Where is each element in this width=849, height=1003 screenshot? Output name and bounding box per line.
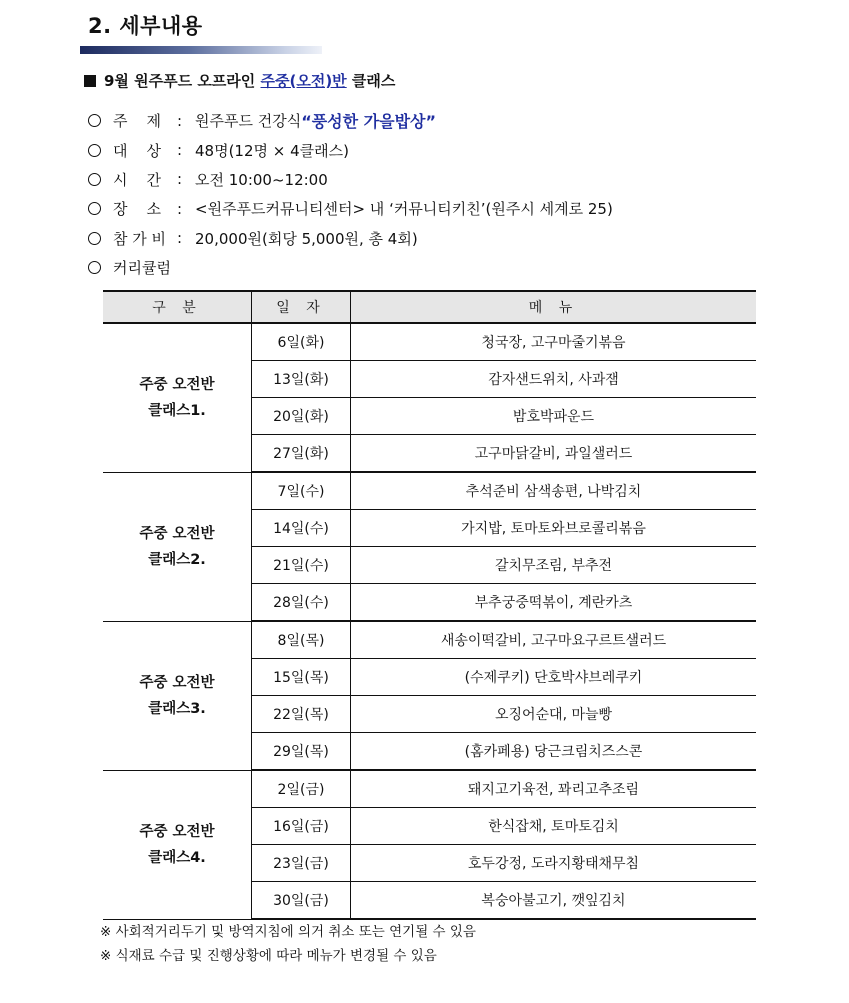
class-name-cell xyxy=(103,621,252,770)
menu-cell: 호두강정, 도라지황태채무침 xyxy=(351,845,757,882)
menu-cell: (수제쿠키) 단호박샤브레쿠키 xyxy=(351,659,757,696)
menu-cell: 밤호박파운드 xyxy=(351,398,757,435)
date-cell: 30일(금) xyxy=(252,882,351,920)
class-title xyxy=(84,70,395,91)
info-row xyxy=(88,253,613,282)
info-row xyxy=(88,224,613,253)
class-title-highlight: 주중(오전)반 xyxy=(260,72,347,90)
class-number: 클래스1. xyxy=(148,402,206,419)
menu-cell: (홈카페용) 당근크림치즈스콘 xyxy=(351,733,757,771)
menu-cell: 가지밥, 토마토와브로콜리볶음 xyxy=(351,510,757,547)
date-cell: 7일(수) xyxy=(252,472,351,510)
circle-bullet-icon xyxy=(88,144,101,157)
menu-cell: 감자샌드위치, 사과잼 xyxy=(351,361,757,398)
date-cell: 15일(목) xyxy=(252,659,351,696)
info-row xyxy=(88,165,613,194)
section-heading: 2. 세부내용 xyxy=(88,14,203,38)
date-cell: 21일(수) xyxy=(252,547,351,584)
date-cell: 2일(금) xyxy=(252,770,351,808)
class-name: 주중 오전반 xyxy=(139,823,215,840)
date-cell: 29일(목) xyxy=(252,733,351,771)
menu-cell: 한식잡채, 토마토김치 xyxy=(351,808,757,845)
class-number: 클래스4. xyxy=(148,849,206,866)
notes xyxy=(100,920,476,968)
info-value: <원주푸드커뮤니티센터> 내 ‘커뮤니티키친’(원주시 세계로 25) xyxy=(195,200,613,219)
info-value: 오전 10:00~12:00 xyxy=(195,170,328,189)
menu-cell: 갈치무조림, 부추전 xyxy=(351,547,757,584)
info-colon: : xyxy=(177,170,183,189)
info-theme: “풍성한 가을밥상” xyxy=(301,112,436,132)
info-value: 20,000원(회당 5,000원, 총 4회) xyxy=(195,229,418,248)
note-line: ※ 사회적거리두기 및 방역지침에 의거 취소 또는 연기될 수 있음 xyxy=(100,924,476,940)
header-category: 구 분 xyxy=(103,291,252,323)
info-label: 시 간 xyxy=(113,170,162,189)
menu-cell: 복숭아불고기, 깻잎김치 xyxy=(351,882,757,920)
info-row xyxy=(88,135,613,164)
info-value: 원주푸드 건강식 xyxy=(195,112,302,131)
info-list xyxy=(88,106,613,282)
class-name-cell xyxy=(103,472,252,621)
info-colon: : xyxy=(177,199,183,218)
info-label: 참 가 비 xyxy=(113,229,167,248)
info-value: 48명(12명 × 4클래스) xyxy=(195,141,349,160)
table-row xyxy=(103,472,756,510)
info-label: 주 제 xyxy=(113,112,162,131)
info-label: 장 소 xyxy=(113,200,162,219)
menu-cell: 돼지고기육전, 꽈리고추조림 xyxy=(351,770,757,808)
menu-cell: 추석준비 삼색송편, 나박김치 xyxy=(351,472,757,510)
info-label: 커리큘럼 xyxy=(113,259,171,278)
date-cell: 13일(화) xyxy=(252,361,351,398)
class-name: 주중 오전반 xyxy=(139,674,215,691)
info-row xyxy=(88,194,613,223)
date-cell: 14일(수) xyxy=(252,510,351,547)
date-cell: 6일(화) xyxy=(252,323,351,361)
circle-bullet-icon xyxy=(88,232,101,245)
info-row xyxy=(88,106,613,135)
date-cell: 22일(목) xyxy=(252,696,351,733)
circle-bullet-icon xyxy=(88,202,101,215)
class-name: 주중 오전반 xyxy=(139,525,215,542)
class-title-prefix: 9월 원주푸드 오프라인 xyxy=(104,72,261,90)
menu-cell: 오징어순대, 마늘빵 xyxy=(351,696,757,733)
menu-cell: 부추궁중떡볶이, 계란카츠 xyxy=(351,584,757,622)
circle-bullet-icon xyxy=(88,114,101,127)
note-line: ※ 식재료 수급 및 진행상황에 따라 메뉴가 변경될 수 있음 xyxy=(100,948,437,964)
class-name: 주중 오전반 xyxy=(139,376,215,393)
class-number: 클래스3. xyxy=(148,700,206,717)
circle-bullet-icon xyxy=(88,261,101,274)
class-name-cell xyxy=(103,323,252,472)
table-row xyxy=(103,323,756,361)
class-title-suffix: 클래스 xyxy=(346,72,396,90)
menu-cell: 새송이떡갈비, 고구마요구르트샐러드 xyxy=(351,621,757,659)
curriculum-table xyxy=(103,290,756,920)
info-colon: : xyxy=(177,229,183,248)
date-cell: 16일(금) xyxy=(252,808,351,845)
info-label: 대 상 xyxy=(113,141,162,160)
square-bullet-icon xyxy=(84,75,96,87)
menu-cell: 청국장, 고구마줄기볶음 xyxy=(351,323,757,361)
date-cell: 20일(화) xyxy=(252,398,351,435)
heading-underline-bar xyxy=(80,46,322,54)
table-row xyxy=(103,770,756,808)
date-cell: 23일(금) xyxy=(252,845,351,882)
date-cell: 27일(화) xyxy=(252,435,351,473)
table-header-row xyxy=(103,291,756,323)
info-colon: : xyxy=(177,141,183,160)
header-menu: 메 뉴 xyxy=(351,291,757,323)
circle-bullet-icon xyxy=(88,173,101,186)
class-number: 클래스2. xyxy=(148,551,206,568)
class-name-cell xyxy=(103,770,252,919)
info-colon: : xyxy=(177,111,183,130)
header-date: 일 자 xyxy=(252,291,351,323)
date-cell: 28일(수) xyxy=(252,584,351,622)
date-cell: 8일(목) xyxy=(252,621,351,659)
table-row xyxy=(103,621,756,659)
menu-cell: 고구마닭갈비, 과일샐러드 xyxy=(351,435,757,473)
